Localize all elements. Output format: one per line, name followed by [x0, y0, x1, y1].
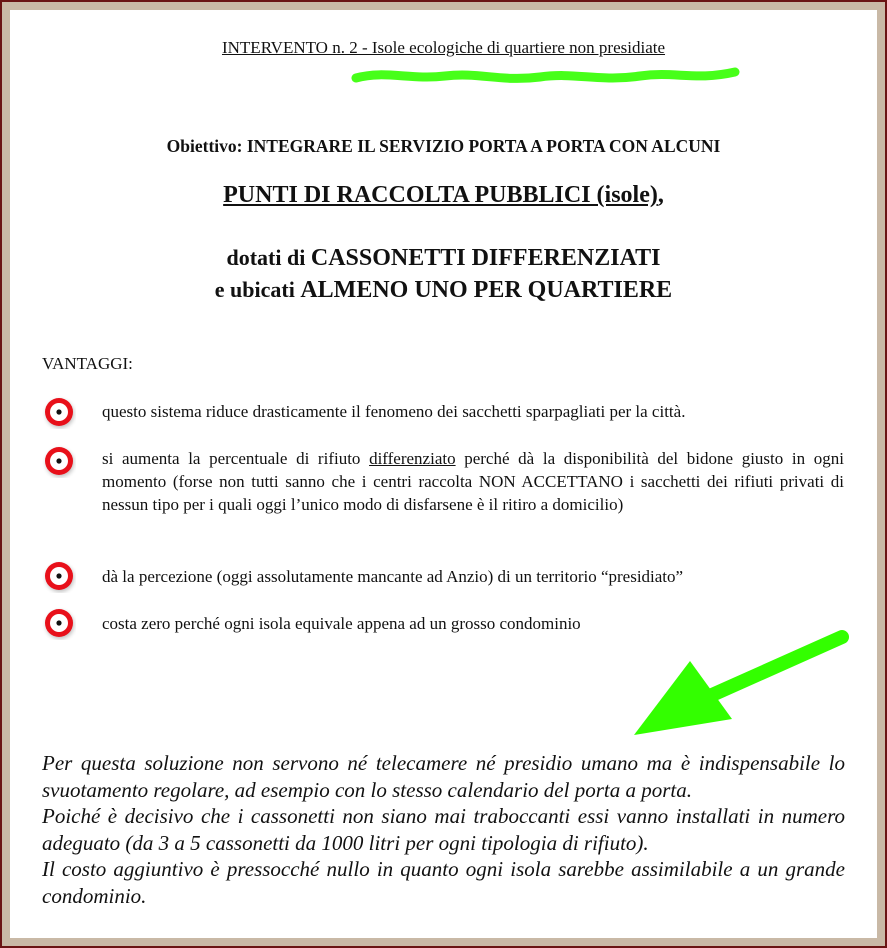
headline-suffix: , [657, 182, 664, 208]
conclusion-paragraph-3: Il costo aggiuntivo è pressocché nullo in quanto ogni isola sarebbe assimilabile a un grande condominio. [42, 857, 845, 908]
subheadline-line-1: dotati di CASSONETTI DIFFERENZIATI [226, 245, 661, 271]
objective-heading: Obiettivo: INTEGRARE IL SERVIZIO PORTA A PORTA CON ALCUNI [166, 136, 721, 156]
advantages-label: VANTAGGI: [42, 354, 133, 373]
subheadline [10, 242, 877, 306]
advantage-item-1: questo sistema riduce drasticamente il fenomeno dei sacchetti sparpagliati per la città. [102, 402, 686, 421]
headline [10, 182, 877, 209]
subheadline-line-2: e ubicati ALMENO UNO PER QUARTIERE [214, 277, 673, 303]
target-bullet-icon [42, 606, 76, 640]
target-bullet-icon [42, 559, 76, 593]
document-title: INTERVENTO n. 2 - Isole ecologiche di quartiere non presidiate [221, 38, 666, 57]
green-arrow-icon [620, 625, 860, 740]
conclusion-paragraph-2: Poiché è decisivo che i cassonetti non siano mai traboccanti essi vanno installati in numero adeguato (da 3 a 5 cassonetti da 1000 litri per ogni tipologia di rifiuto). [42, 804, 845, 855]
headline-underlined: PUNTI DI RACCOLTA PUBBLICI (isole) [223, 182, 658, 208]
target-bullet-icon [42, 444, 76, 478]
conclusion-paragraph-1: Per questa soluzione non servono né telecamere né presidio umano ma è indispensabile lo svuotamento regolare, ad esempio con lo stesso calendario del porta a porta. [42, 751, 845, 802]
green-wave-highlight-icon [350, 56, 755, 90]
document-page [10, 10, 877, 938]
target-bullet-icon [42, 395, 76, 429]
conclusion-text [42, 750, 845, 909]
advantage-item-2: si aumenta la percentuale di rifiuto differenziato perché dà la disponibilità del bidone giusto in ogni momento (forse non tutti sanno che i centri raccolta NON ACCETTANO i sacchetti dei rifiuti privati di nessun tipo per i quali oggi l’unico modo di disfarsene è il ritiro a domicilio) [102, 449, 844, 514]
page-frame [2, 2, 885, 946]
advantage-item-4: costa zero perché ogni isola equivale appena ad un grosso condominio [102, 614, 581, 633]
advantage-item-3: dà la percezione (oggi assolutamente mancante ad Anzio) di un territorio “presidiato” [102, 567, 684, 586]
